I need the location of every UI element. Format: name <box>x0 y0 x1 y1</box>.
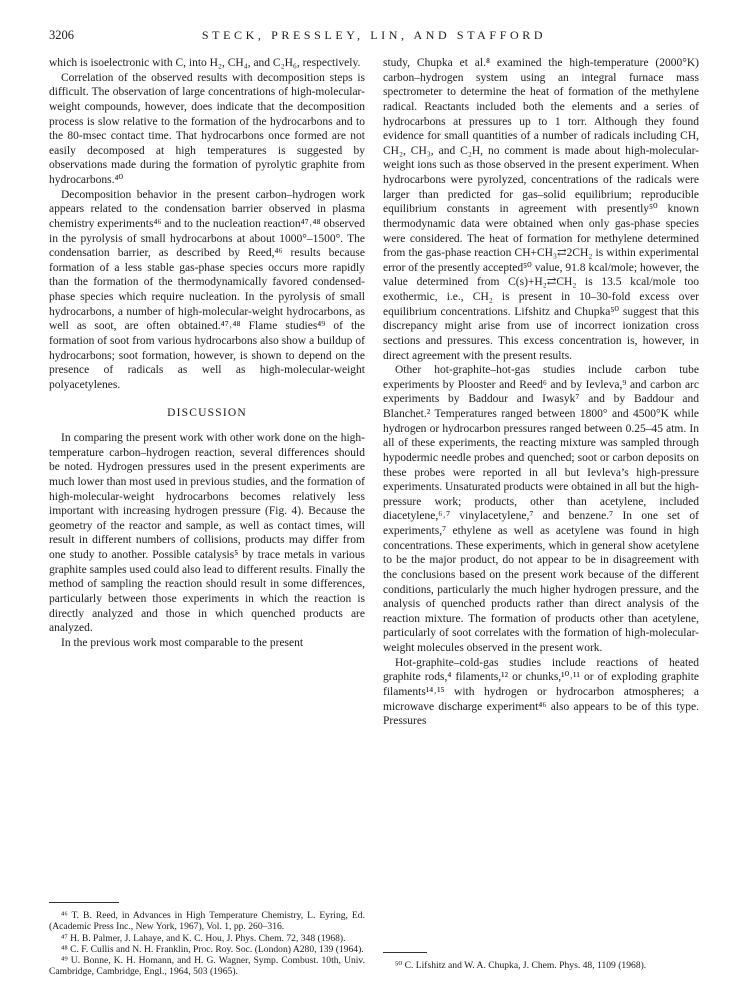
right-paragraph-3: Hot-graphite–cold-gas studies include reactions of heated graphite rods,⁴ filaments,¹² or chunks,¹⁰˒¹¹ or of exploding graphite filaments¹⁴˒¹⁵ with hydrogen or hydrocarbon atmospheres; a microwave discharge experiment⁴⁶ also appears to be of this type. Pressures <box>383 656 699 728</box>
left-paragraph-1: which is isoelectronic with C, into H₂, CH₄, and C₂H₆, respectively. <box>49 57 361 69</box>
footnote-48: ⁴⁸ C. F. Cullis and N. H. Franklin, Proc. Roy. Soc. (London) A280, 139 (1964). <box>61 943 364 955</box>
right-paragraph-1: study, Chupka et al.⁸ examined the high-temperature (2000°K) carbon–hydrogen system using an integral furnace mass spectrometer to determine the heat of formation of the methylene radical. Reactants included both the elements and a series of hydrocarbons at pressures up to 1 torr. Although they found evidence for small quantities of a number of radicals including CH, CH₂, CH₃, and C₂H, no comment is made about high-molecular-weight ions such as those observed in the present experiment. When hydrocarbons were pyrolyzed, concentrations of the radicals were larger than predicted for gas–solid equilibrium; reproducible equilibrium constants in agreement with presently⁵⁰ known thermodynamic data were obtained when only gas-phase species were considered. The heat of formation for methylene determined from the gas-phase reaction CH+CH₃⇄2CH₂ is within experimental error of the presently accepted⁵⁰ value, 91.8 kcal/mole; however, the value determined from C(s)+H₂⇄CH₂ is 13.5 kcal/mole too exothermic, i.e., CH₂ is present in 10–30-fold excess over equilibrium concentrations. Lifshitz and Chupka⁵⁰ suggest that this discrepancy might arise from use of incorrect ionization cross sections and pressures. This excess concentration is, however, in direct agreement with the present results. <box>383 57 699 362</box>
footnotes-right <box>383 960 699 971</box>
left-paragraph-5: In the previous work most comparable to the present <box>61 636 304 649</box>
right-paragraph-2: Other hot-graphite–hot-gas studies include carbon tube experiments by Plooster and Reed⁶ and by Ievleva,⁹ and carbon arc experiments by Baddour and Iwasyk⁷ and by Baddour and Blanchet.² Temperatures ranged between 1800° and 4500°K while hydrogen or hydrocarbon pressures ranged between 0.25–45 atm. In all of these experiments, the reacting mixture was sampled through hypodermic needle probes and quenched; soot or carbon deposits on these probes were reported in all but Ievleva’s high-pressure experiments. Unsaturated products were obtained in all but the high-pressure work; products, other than acetylene, included diacetylene,⁶˒⁷ vinylacetylene,⁷ and benzene.⁷ In one set of experiments,⁷ ethylene as well as acetylene was found in high concentrations. These experiments, which in general show acetylene to be the major product, do not appear to be in disagreement with the conclusions based on the present work because of the different conditions, particularly the much higher hydrogen pressure, and the analysis of quenched products rather than direct analysis of the reaction mixture. The formation of products other than acetylene, particularly of soot correlates with the formation of high-molecular-weight molecules observed in the present work. <box>383 364 699 654</box>
left-paragraph-3: Decomposition behavior in the present carbon–hydrogen work appears related to the condensation barrier observed in plasma chemistry experiments⁴⁶ and to the nucleation reaction⁴⁷˒⁴⁸ observed in the pyrolysis of small hydrocarbons at about 1000°–1500°. The condensation barrier, as described by Reed,⁴⁶ results because formation of a less stable gas-phase species occurs more rapidly than the formation of the thermodynamically favored condensed-phase species which require nucleation. In the pyrolysis of small hydrocarbons, a number of high-molecular-weight hydrocarbons, as well as soot, are often obtained.⁴⁷˒⁴⁸ Flame studies⁴⁹ of the formation of soot from various hydrocarbons also show a buildup of hydrocarbons; soot formation, however, is shown to depend on the presence of radicals as well as high-molecular-weight polyacetylenes. <box>49 188 365 391</box>
left-paragraph-2: Correlation of the observed results with decomposition steps is difficult. The observation of large concentrations of high-molecular-weight compounds, however, does indicate that the decomposition process is slow relative to the formation of the hydrocarbons and to the 80-msec contact time. That hydrocarbons once formed are not easily decomposed at high temperatures is suggested by observations made during the formation of pyrolytic graphite from hydrocarbons.⁴⁰ <box>49 71 365 186</box>
section-heading-discussion: DISCUSSION <box>167 407 247 420</box>
footnote-47: ⁴⁷ H. B. Palmer, J. Lahaye, and K. C. Hou, J. Phys. Chem. 72, 348 (1968). <box>61 932 346 944</box>
left-column <box>49 56 365 650</box>
left-paragraph-4: In comparing the present work with other work done on the high-temperature carbon–hydrogen reaction, several differences should be noted. Hydrogen pressures used in the present experiments are much lower than most used in previous studies, and the formation of high-molecular-weight hydrocarbons becomes relatively less important with increasing hydrogen pressure (Fig. 4). Because the geometry of the reactor and sample, as well as contact times, will result in different numbers of collisions, products may differ from one study to another. Possible catalysis⁵ by trace metals in various graphite samples used could also lead to different results. Finally the method of sampling the reaction should result in some differences, particularly between those experiments in which the reaction is directly analyzed and those in which quenched products are analyzed. <box>49 432 365 635</box>
footnote-49: ⁴⁹ U. Bonne, K. H. Homann, and H. G. Wagner, Symp. Combust. 10th, Univ. Cambridge, Cambridge, Engl., 1964, 503 (1965). <box>49 955 365 978</box>
footnotes-left <box>49 910 365 978</box>
footnote-50: ⁵⁰ C. Lifshitz and W. A. Chupka, J. Chem. Phys. 48, 1109 (1968). <box>395 960 647 971</box>
footnote-46: ⁴⁶ T. B. Reed, in Advances in High Temperature Chemistry, L. Eyring, Ed. (Academic Press Inc., New York, 1967), Vol. 1, pp. 260–316. <box>49 910 365 933</box>
page-number: 3206 <box>49 28 74 42</box>
right-column <box>383 56 699 729</box>
footnote-rule-right <box>383 952 427 953</box>
running-title: STECK, PRESSLEY, LIN, AND STAFFORD <box>201 28 547 42</box>
footnote-rule-left <box>49 902 119 903</box>
page-header <box>49 28 699 46</box>
